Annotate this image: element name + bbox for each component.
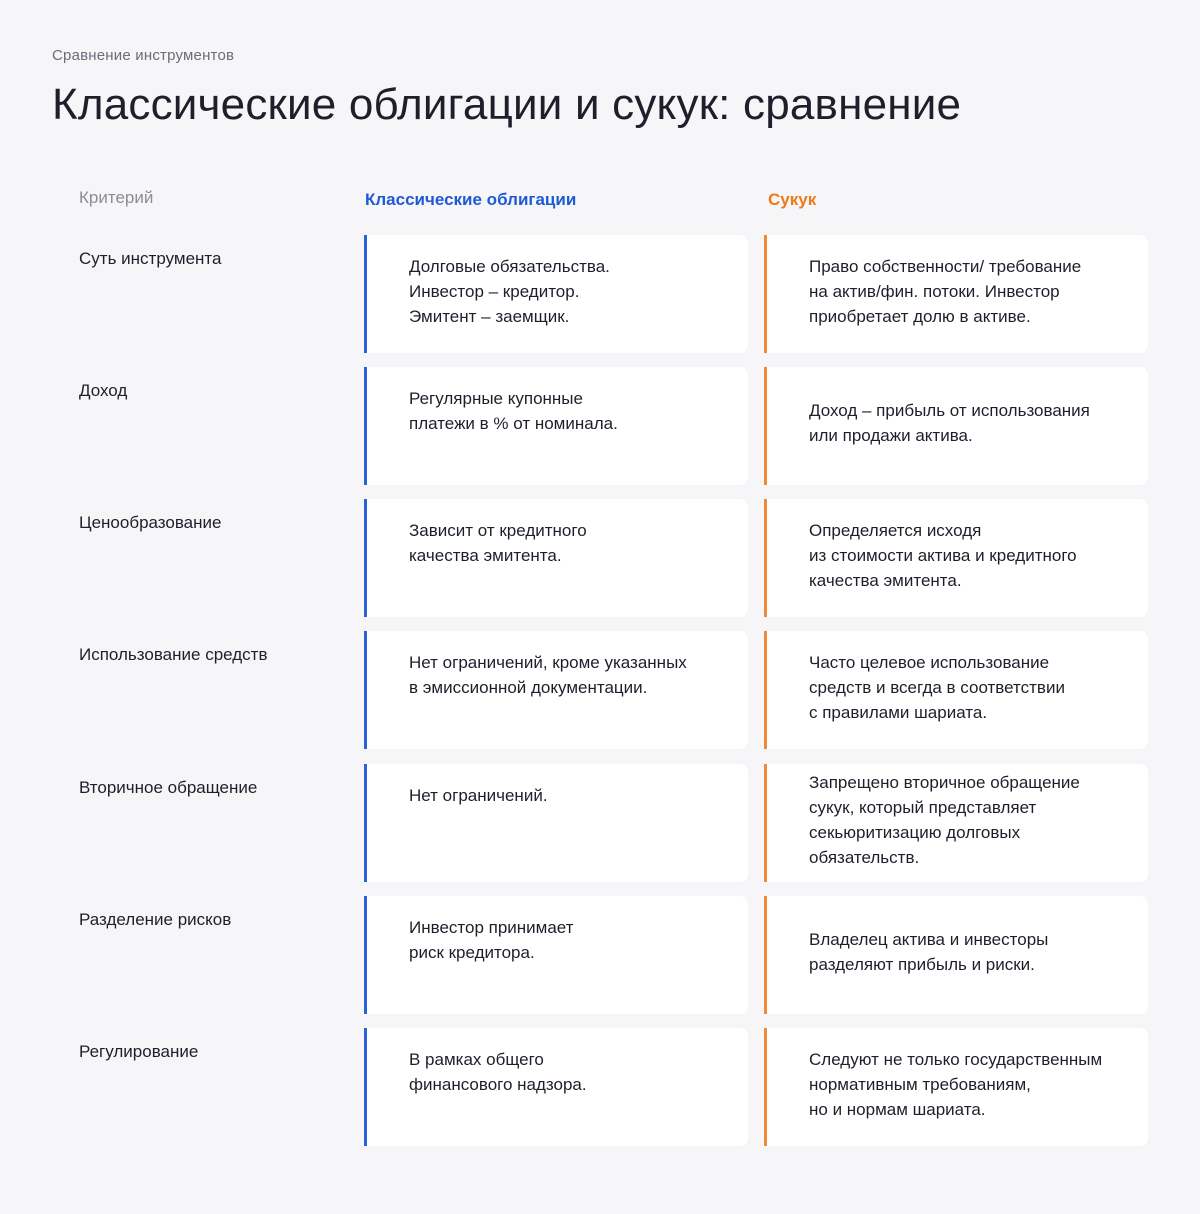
classic-cell [364,1028,748,1146]
column-header-criterion: Критерий [79,188,154,207]
classic-cell [364,764,748,882]
classic-cell-text: Нет ограничений, кроме указанных в эмиссионной документации. [409,653,687,697]
classic-cell-text: Регулярные купонные платежи в % от номинала. [409,389,618,433]
classic-cell-text: Нет ограничений. [409,786,548,805]
row-label: Использование средств [79,645,268,664]
comparison-row-essence [0,235,1200,353]
sukuk-cell [764,631,1148,749]
row-label: Ценообразование [79,513,222,532]
sukuk-cell [764,764,1148,882]
sukuk-cell-text: Запрещено вторичное обращение сукук, который представляет секьюритизацию долговых обязательств. [809,773,1080,867]
classic-cell [364,896,748,1014]
sukuk-cell-text: Право собственности/ требование на актив/фин. потоки. Инвестор приобретает долю в активе. [809,257,1082,326]
comparison-row-use-of-funds [0,631,1200,749]
column-header-sukuk: Сукук [768,190,817,209]
comparison-row-regulation [0,1028,1200,1146]
sukuk-cell-text: Следуют не только государственным нормативным требованиям, но и нормам шариата. [809,1050,1103,1119]
classic-cell [364,499,748,617]
classic-cell [364,367,748,485]
sukuk-cell-text: Определяется исходя из стоимости актива и кредитного качества эмитента. [809,521,1077,590]
row-label: Доход [79,381,128,400]
sukuk-cell [764,235,1148,353]
comparison-row-secondary-trading [0,764,1200,882]
classic-cell-text: Зависит от кредитного качества эмитента. [409,521,587,565]
row-label: Регулирование [79,1042,199,1061]
comparison-row-risk-sharing [0,896,1200,1014]
comparison-row-income [0,367,1200,485]
sukuk-cell [764,896,1148,1014]
sukuk-cell-text: Доход – прибыль от использования или продажи актива. [809,401,1090,445]
sukuk-cell [764,1028,1148,1146]
sukuk-cell-text: Часто целевое использование средств и всегда в соответствии с правилами шариата. [809,653,1065,722]
eyebrow-label: Сравнение инструментов [52,47,235,64]
row-label: Разделение рисков [79,910,232,929]
classic-cell-text: В рамках общего финансового надзора. [409,1050,587,1094]
comparison-row-pricing [0,499,1200,617]
classic-cell-text: Долговые обязательства. Инвестор – кредитор. Эмитент – заемщик. [409,257,610,326]
classic-cell [364,631,748,749]
column-header-classic-bonds: Классические облигации [365,190,577,209]
classic-cell [364,235,748,353]
sukuk-cell-text: Владелец актива и инвесторы разделяют прибыль и риски. [809,930,1049,974]
row-label: Суть инструмента [79,249,222,268]
classic-cell-text: Инвестор принимает риск кредитора. [409,918,574,962]
page-title: Классические облигации и сукук: сравнение [52,80,962,129]
sukuk-cell [764,367,1148,485]
sukuk-cell [764,499,1148,617]
row-label: Вторичное обращение [79,778,258,797]
